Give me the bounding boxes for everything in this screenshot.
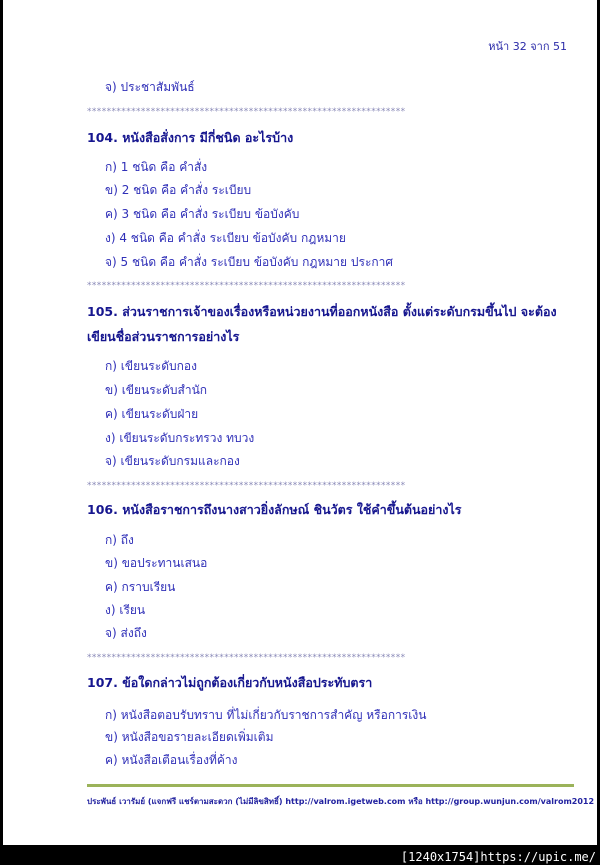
- separator: *****************************************************************: [87, 653, 406, 663]
- option: ง) เขียนระดับกระทรวง ทบวง: [105, 431, 255, 445]
- footer-text: ประพันธ์ เวารัมย์ (แจกฟรี แชร์ตามสะดวก (ไม่มีลิขสิทธิ์) http://valrom.igetweb.com หรือ http://group.wunjun.com/valrom2012: [87, 797, 595, 806]
- footer-rule: [87, 784, 574, 787]
- option: ค) เขียนระดับฝ่าย: [105, 407, 199, 421]
- option: ง) เรียน: [105, 603, 146, 617]
- option: ก) ถึง: [105, 533, 134, 547]
- page-number: หน้า 32 จาก 51: [488, 40, 567, 53]
- question-107: 107. ข้อใดกล่าวไม่ถูกต้องเกี่ยวกับหนังสือประทับตรา: [87, 675, 373, 690]
- option: จ) ส่งถึง: [105, 626, 147, 640]
- watermark: [1240x1754]https://upic.me/: [400, 850, 596, 864]
- option: ง) 4 ชนิด คือ คำสั่ง ระเบียบ ข้อบังคับ กฎหมาย: [105, 231, 346, 245]
- option: ค) หนังสือเตือนเรื่องที่ค้าง: [105, 753, 238, 767]
- option: จ) เขียนระดับกรมและกอง: [105, 454, 240, 468]
- separator: *****************************************************************: [87, 481, 406, 491]
- separator: *****************************************************************: [87, 107, 406, 117]
- question-106: 106. หนังสือราชการถึงนางสาวยิ่งลักษณ์ ชินวัตร ใช้คำขึ้นต้นอย่างไร: [87, 502, 462, 517]
- question-105-line2: เขียนชื่อส่วนราชการอย่างไร: [87, 329, 240, 344]
- option: ก) 1 ชนิด คือ คำสั่ง: [105, 160, 208, 174]
- option-prev: จ) ประชาสัมพันธ์: [105, 80, 195, 94]
- question-104: 104. หนังสือสั่งการ มีกี่ชนิด อะไรบ้าง: [87, 130, 294, 145]
- option: ข) เขียนระดับสำนัก: [105, 383, 208, 397]
- option: ค) 3 ชนิด คือ คำสั่ง ระเบียบ ข้อบังคับ: [105, 207, 300, 221]
- option: ข) หนังสือขอรายละเอียดเพิ่มเติม: [105, 730, 274, 744]
- option: ข) 2 ชนิด คือ คำสั่ง ระเบียบ: [105, 183, 252, 197]
- option: ก) หนังสือตอบรับทราบ ที่ไม่เกี่ยวกับราชการสำคัญ หรือการเงิน: [105, 708, 427, 722]
- option: ค) กราบเรียน: [105, 580, 176, 594]
- document-page: [3, 0, 597, 845]
- separator: *****************************************************************: [87, 281, 406, 291]
- option: จ) 5 ชนิด คือ คำสั่ง ระเบียบ ข้อบังคับ กฎหมาย ประกาศ: [105, 255, 394, 269]
- option: ข) ขอประทานเสนอ: [105, 556, 208, 570]
- question-105: 105. ส่วนราชการเจ้าของเรื่องหรือหน่วยงานที่ออกหนังสือ ตั้งแต่ระดับกรมขึ้นไป จะต้อง: [87, 304, 557, 319]
- option: ก) เขียนระดับกอง: [105, 359, 197, 373]
